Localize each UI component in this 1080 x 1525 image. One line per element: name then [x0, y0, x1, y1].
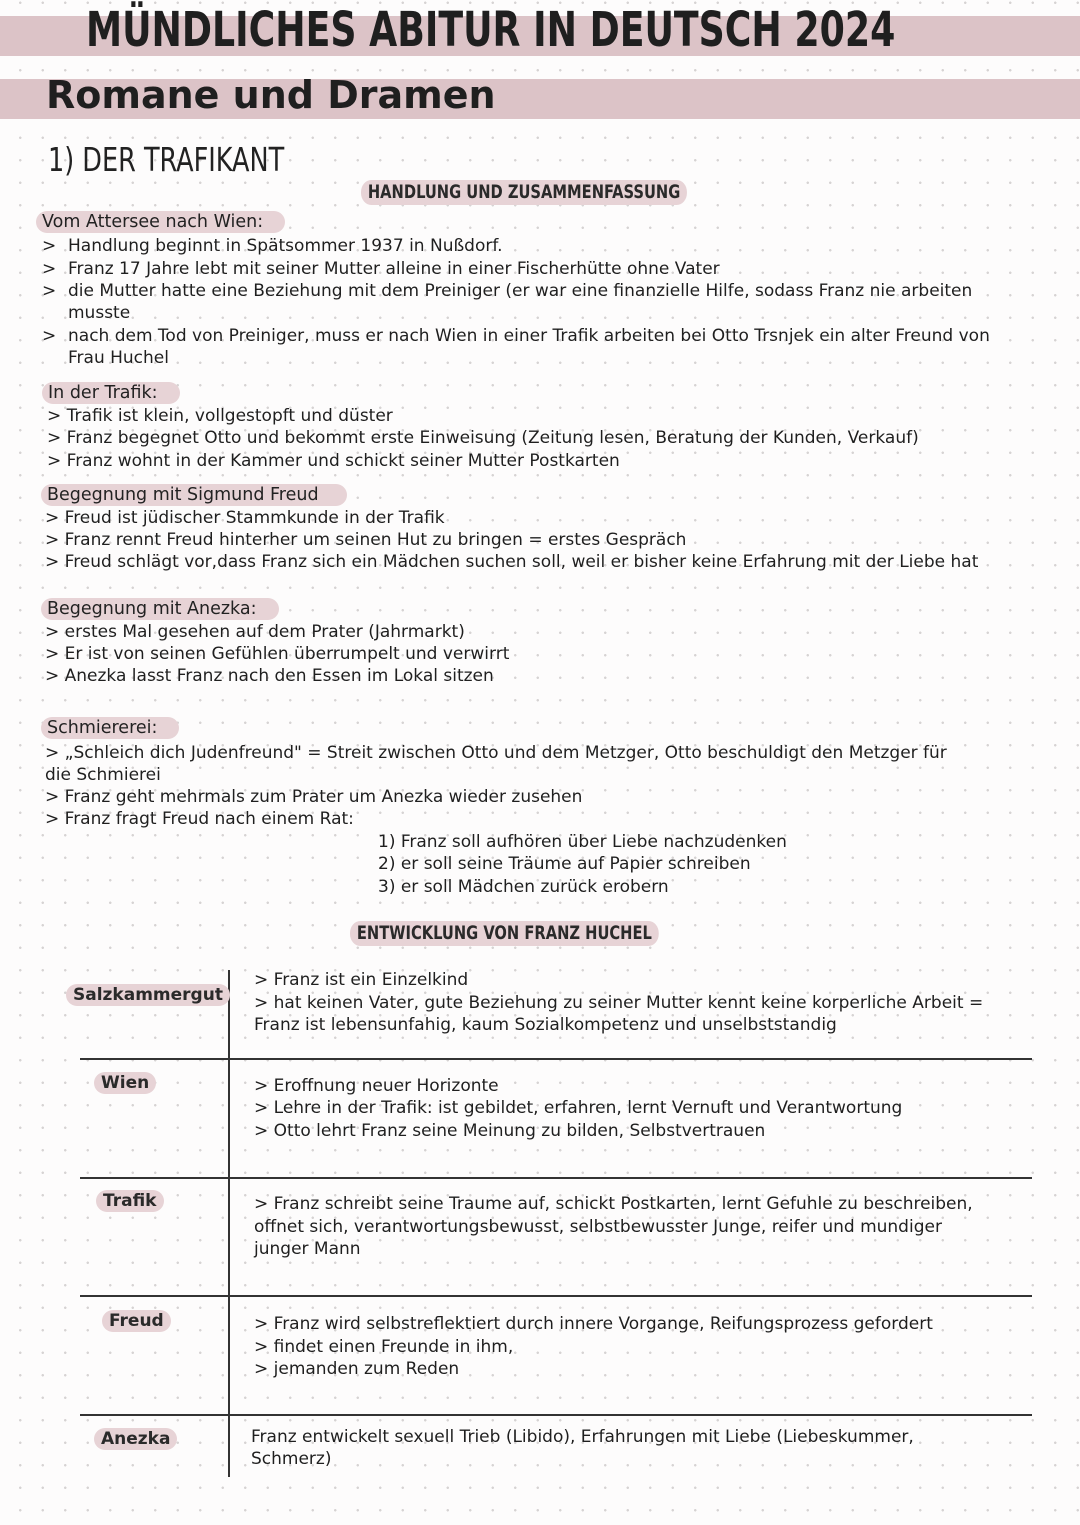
- row-line: > Eroffnung neuer Horizonte: [254, 1076, 499, 1096]
- row-line: > Otto lehrt Franz seine Meinung zu bilden, Selbstvertrauen: [254, 1121, 766, 1141]
- row-label-freud: Freud: [102, 1310, 171, 1332]
- row-line: Schmerz): [251, 1449, 332, 1469]
- page-title: MÜNDLICHES ABITUR IN DEUTSCH 2024: [86, 2, 896, 58]
- trafik-line: > Trafik ist klein, vollgestopft und düster: [47, 406, 393, 426]
- row-label-wien: Wien: [94, 1072, 156, 1094]
- row-label-trafik: Trafik: [96, 1190, 164, 1212]
- freud-line: > Freud schlägt vor,dass Franz sich ein Mädchen suchen soll, weil er bisher keine Erfahrung mit der Liebe hat: [45, 552, 979, 572]
- row-line: > Franz schreibt seine Traume auf, schickt Postkarten, lernt Gefuhle zu beschreiben,: [254, 1194, 973, 1214]
- schmiererei-line: die Schmierei: [45, 765, 161, 785]
- advice-item: 3) er soll Mädchen zurück erobern: [378, 877, 669, 897]
- schmiererei-heading: Schmiererei:: [41, 717, 179, 739]
- row-line: > findet einen Freunde in ihm,: [254, 1337, 514, 1357]
- row-line: > Lehre in der Trafik: ist gebildet, erfahren, lernt Vernuft und Verantwortung: [254, 1098, 903, 1118]
- table-divider: [80, 1177, 1032, 1179]
- row-label-salzkammergut: Salzkammergut: [66, 984, 230, 1006]
- row-line: > Franz ist ein Einzelkind: [254, 970, 469, 990]
- attersee-line: musste: [68, 303, 131, 323]
- freud-line: > Franz rennt Freud hinterher um seinen Hut zu bringen = erstes Gespräch: [45, 530, 687, 550]
- attersee-line: > die Mutter hatte eine Beziehung mit dem Preiniger (er war eine finanzielle Hilfe, sodass Franz nie arbeiten: [42, 281, 973, 301]
- trafik-line: > Franz begegnet Otto und bekommt erste Einweisung (Zeitung lesen, Beratung der Kunden, Verkauf): [47, 428, 919, 448]
- attersee-line: Frau Huchel: [68, 348, 169, 368]
- trafik-line: > Franz wohnt in der Kammer und schickt seiner Mutter Postkarten: [47, 451, 620, 471]
- row-line: > hat keinen Vater, gute Beziehung zu seiner Mutter kennt keine korperliche Arbeit =: [254, 993, 984, 1013]
- freud-heading: Begegnung mit Sigmund Freud: [41, 484, 347, 506]
- row-line: offnet sich, verantwortungsbewusst, selbstbewusster Junge, reifer und mundiger: [254, 1217, 942, 1237]
- attersee-line: > nach dem Tod von Preiniger, muss er nach Wien in einer Trafik arbeiten bei Otto Trsnjek ein alter Freund von: [42, 326, 990, 346]
- table-divider: [80, 1414, 1032, 1416]
- entwicklung-heading: ENTWICKLUNG VON FRANZ HUCHEL: [350, 921, 659, 946]
- advice-item: 1) Franz soll aufhören über Liebe nachzudenken: [378, 832, 787, 852]
- row-label-anezka: Anezka: [94, 1428, 177, 1450]
- row-line: > Franz wird selbstreflektiert durch innere Vorgange, Reifungsprozess gefordert: [254, 1314, 933, 1334]
- attersee-line: > Franz 17 Jahre lebt mit seiner Mutter alleine in einer Fischerhütte ohne Vater: [42, 259, 720, 279]
- table-divider-vertical: [228, 970, 230, 1477]
- attersee-line: > Handlung beginnt in Spätsommer 1937 in Nußdorf.: [42, 236, 503, 256]
- schmiererei-line: > „Schleich dich Judenfreund" = Streit zwischen Otto und dem Metzger, Otto beschuldigt den Metzger für: [45, 743, 947, 763]
- anezka-heading: Begegnung mit Anezka:: [41, 598, 279, 620]
- attersee-heading: Vom Attersee nach Wien:: [36, 211, 285, 233]
- table-divider: [80, 1058, 1032, 1060]
- row-line: Franz entwickelt sexuell Trieb (Libido), Erfahrungen mit Liebe (Liebeskummer,: [251, 1427, 914, 1447]
- novel-title: 1) DER TRAFIKANT: [48, 140, 285, 179]
- row-line: > jemanden zum Reden: [254, 1359, 460, 1379]
- advice-item: 2) er soll seine Träume auf Papier schreiben: [378, 854, 751, 874]
- schmiererei-line: > Franz fragt Freud nach einem Rat:: [45, 809, 354, 829]
- anezka-line: > Er ist von seinen Gefühlen überrumpelt und verwirrt: [45, 644, 510, 664]
- trafik-heading: In der Trafik:: [42, 382, 180, 404]
- anezka-line: > Anezka lasst Franz nach den Essen im Lokal sitzen: [45, 666, 494, 686]
- table-divider: [80, 1295, 1032, 1297]
- row-line: junger Mann: [254, 1239, 361, 1259]
- row-line: Franz ist lebensunfahig, kaum Sozialkompetenz und unselbststandig: [254, 1015, 837, 1035]
- schmiererei-line: > Franz geht mehrmals zum Prater um Anezka wieder zusehen: [45, 787, 583, 807]
- freud-line: > Freud ist jüdischer Stammkunde in der Trafik: [45, 508, 445, 528]
- handlung-heading: HANDLUNG UND ZUSAMMENFASSUNG: [361, 180, 687, 205]
- anezka-line: > erstes Mal gesehen auf dem Prater (Jahrmarkt): [45, 622, 465, 642]
- page-subtitle: Romane und Dramen: [46, 73, 496, 117]
